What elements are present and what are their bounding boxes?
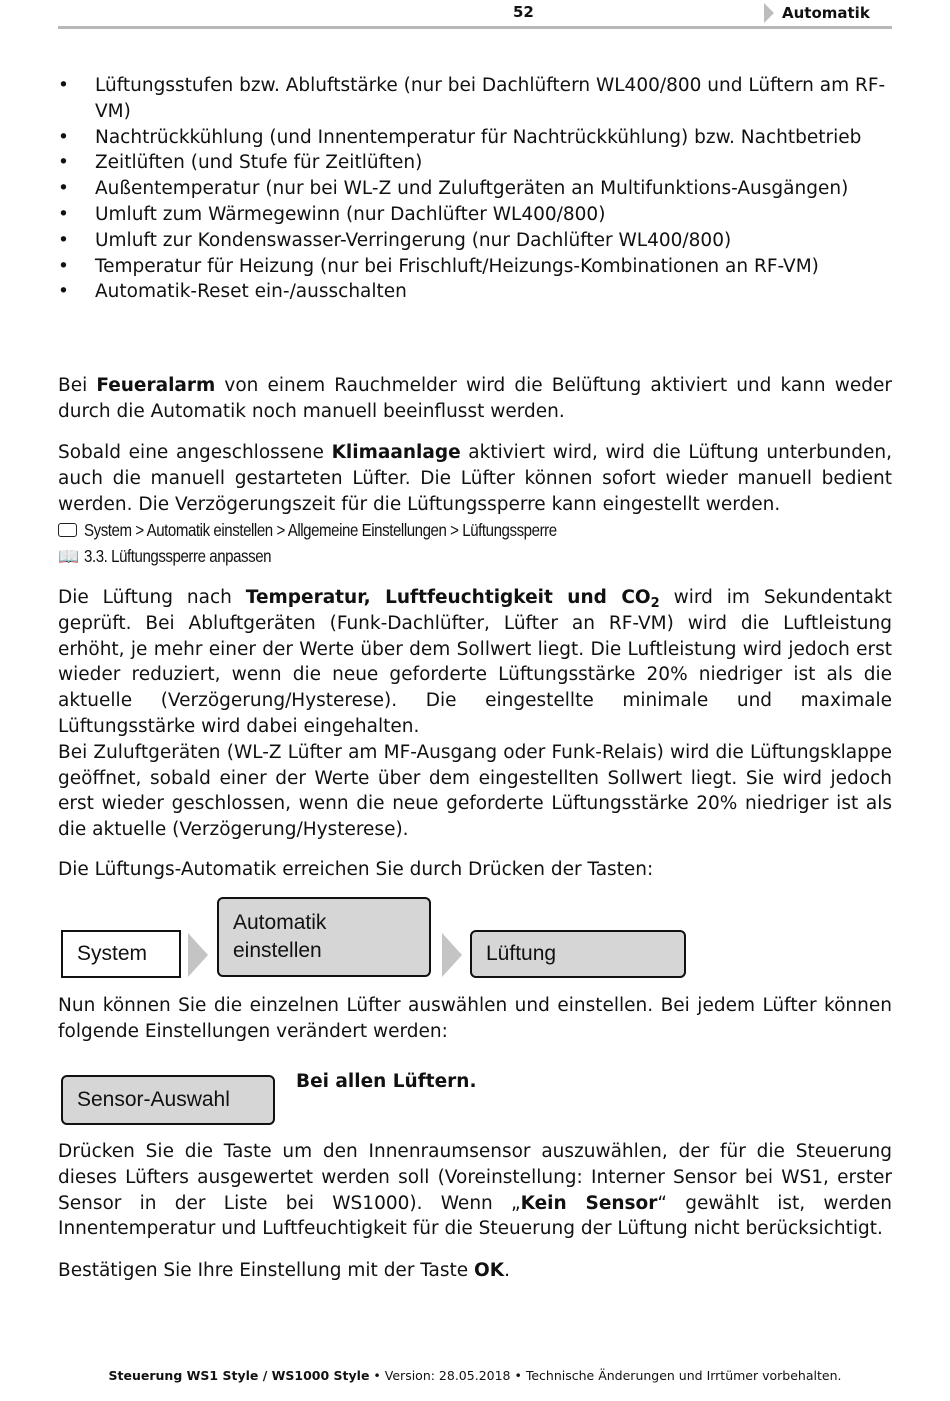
list-item: • Lüftungsstufen bzw. Abluftstärke (nur bei Dachlüftern WL400/800 und Lüftern am RF-VM) [58,73,892,125]
chapter-link: 3.3. Lüftungssperre anpassen [84,545,272,566]
screen-icon [58,523,77,537]
paragraph-ok: Bestätigen Sie Ihre Einstellung mit der Taste OK. [58,1260,510,1281]
automatik-einstellen-key[interactable]: Automatik einstellen [217,897,431,977]
list-item: • Temperatur für Heizung (nur bei Frischluft/Heizungs-Kombinationen an RF-VM) [58,254,892,280]
paragraph-climate: Sobald eine angeschlossene Klimaanlage aktiviert wird, wird die Lüftung unterbunden, auch die manuell gestarteten Lüfter. Die Lüfter können sofort wieder manuell bedient werden. Die Verzögerungszeit für die Lüftungssperre kann eingestellt werden. [58,442,892,515]
paragraph-fire-alarm: Bei Feueralarm von einem Rauchmelder wird die Belüftung aktiviert und kann weder durch die Automatik noch manuell beeinflusst werden. [58,375,892,422]
sensor-auswahl-key[interactable]: Sensor-Auswahl [61,1075,275,1125]
list-item: • Umluft zur Kondenswasser-Verringerung (nur Dachlüfter WL400/800) [58,228,892,254]
paragraph-temperature: Die Lüftung nach Temperatur, Luftfeuchtigkeit und $CO_2$ wird im Sekundentakt geprüft. Bei Abluftgeräten (Funk-Dachlüfter, Lüfter an RF-VM) wird die Luftleistung erhöht, je mehr einer der Werte über dem Sollwert liegt. Die Luftleistung wird jedoch erst wieder reduziert, wenn die neue geforderte Lüftungsstärke 20% niedriger ist als die aktuelle (Verzögerung/Hysterese). Die eingestellte minimale und maximale Lüftungsstärke wird dabei eingehalten. Bei Zuluftgeräten (WL-Z Lüfter am MF-Ausgang oder Funk-Relais) wird die Lüftungsklappe geöffnet, sobald einer der Werte über dem eingestellten Sollwert liegt. Sie wird jedoch erst wieder geschlossen, wenn die neue geforderte Lüftungsstärke 20% niedriger ist als die aktuelle (Verzögerung/Hysterese). [58,585,892,843]
page-footer: Steuerung WS1 Style / WS1000 Style • Version: 28.05.2018 • Technische Änderungen und Irrtümer vorbehalten. [108,1368,842,1383]
paragraph-reach: Die Lüftungs-Automatik erreichen Sie durch Drücken der Tasten: [58,859,654,880]
chapter-reference [58,544,892,568]
arrow-right-icon [188,933,208,977]
list-item: • Nachtrückkühlung (und Innentemperatur für Nachtrückkühlung) bzw. Nachtbetrieb [58,125,892,151]
chapter-title: Automatik [782,4,870,22]
header-rule [58,26,892,29]
chapter-arrow-icon [764,3,774,23]
all-fans-note: Bei allen Lüftern. [296,1071,477,1092]
chapter-marker [764,2,870,24]
list-item: • Umluft zum Wärmegewinn (nur Dachlüfter WL400/800) [58,202,892,228]
paragraph-supply: Bei Zuluftgeräten (WL-Z Lüfter am MF-Ausgang oder Funk-Relais) wird die Lüftungsklappe geöffnet, sobald einer der Werte über dem eingestellten Sollwert liegt. Sie wird jedoch erst wieder geschlossen, wenn die neue geforderte Lüftungsstärke 20% niedriger ist als die aktuelle (Verzögerung/Hysterese). [58,741,892,841]
book-icon: 📖 [58,546,80,566]
paragraph-select: Nun können Sie die einzelnen Lüfter auswählen und einstellen. Bei jedem Lüfter können folgende Einstellungen verändert werden: [58,995,892,1042]
paragraph-sensor: Drücken Sie die Taste um den Innenraumsensor auszuwählen, der für die Steuerung dieses Lüfters ausgewertet werden soll (Voreinstellung: Interner Sensor bei WS1, erster Sensor in der Liste bei WS1000). Wenn „Kein Sensor“ gewählt ist, werden Innentemperatur und Luftfeuchtigkeit für die Steuerung der Lüftung nicht berücksichtigt. [58,1141,893,1240]
list-item: • Zeitlüften (und Stufe für Zeitlüften) [58,150,892,176]
list-item: • Außentemperatur (nur bei WL-Z und Zuluftgeräten an Multifunktions-Ausgängen) [58,176,892,202]
menu-path-reference [58,518,892,542]
menu-path: System > Automatik einstellen > Allgemeine Einstellungen > Lüftungssperre [84,519,557,540]
list-item: • Automatik-Reset ein-/ausschalten [58,279,892,305]
system-key[interactable]: System [61,930,181,978]
feature-list [58,73,892,305]
page-number: 52 [513,3,534,21]
arrow-right-icon [442,933,462,977]
lueftung-key[interactable]: Lüftung [470,930,686,978]
